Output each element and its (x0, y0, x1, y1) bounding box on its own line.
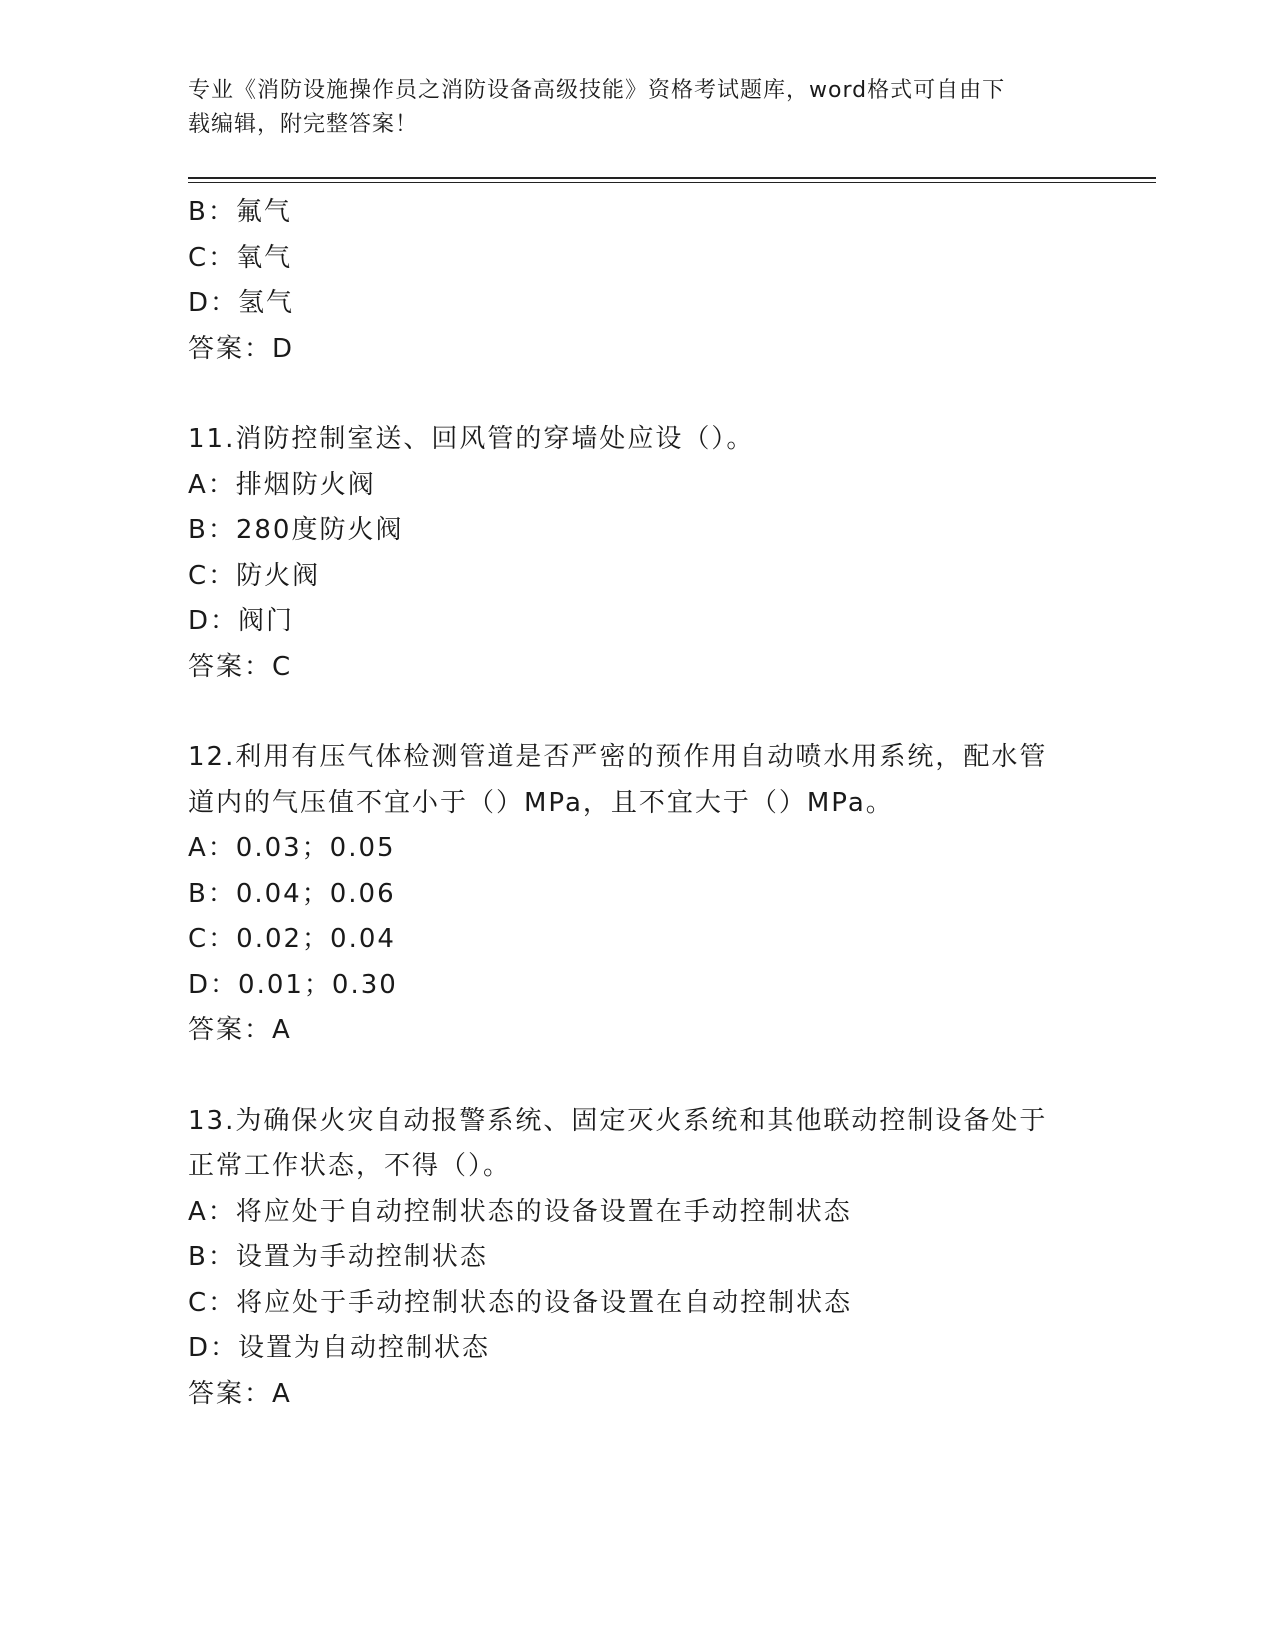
option-d: D：氢气 (188, 288, 295, 318)
question-stem-continued: 道内的气压值不宜小于（）MPa，且不宜大于（）MPa。 (188, 787, 894, 818)
question-block (188, 417, 1088, 690)
option-c: C：将应处于手动控制状态的设备设置在自动控制状态 (188, 1287, 853, 1318)
question-block (188, 1099, 1088, 1418)
option-a: A：0.03；0.05 (188, 833, 396, 863)
question-list (188, 190, 1088, 1417)
answer-line: 答案：A (188, 1378, 292, 1409)
question-stem: 13.为确保火灾自动报警系统、固定灭火系统和其他联动控制设备处于 (188, 1105, 1048, 1136)
spacer (188, 1054, 1088, 1099)
answer-line: 答案：D (188, 333, 295, 364)
option-b: B：氟气 (188, 197, 292, 227)
option-d: D：阀门 (188, 606, 295, 636)
option-a: A：排烟防火阀 (188, 469, 376, 500)
option-b: B：0.04；0.06 (188, 878, 396, 909)
header-rule-thick (188, 177, 1156, 179)
header-rule-thin (188, 182, 1156, 183)
page-header (188, 74, 1068, 142)
option-d: D：0.01；0.30 (188, 969, 398, 1000)
header-line-1: 专业《消防设施操作员之消防设备高级技能》资格考试题库，word格式可自由下 (188, 78, 1006, 103)
question-block (188, 735, 1088, 1054)
option-b: B：设置为手动控制状态 (188, 1242, 488, 1272)
question-stem: 11.消防控制室送、回风管的穿墙处应设（）。 (188, 424, 755, 454)
carryover-block (188, 190, 1088, 372)
question-stem-continued: 正常工作状态，不得（）。 (188, 1151, 512, 1181)
option-c: C：防火阀 (188, 560, 321, 591)
answer-line: 答案：A (188, 1015, 292, 1045)
question-stem: 12.利用有压气体检测管道是否严密的预作用自动喷水用系统，配水管 (188, 742, 1048, 772)
option-b: B：280度防火阀 (188, 515, 404, 545)
header-line-2: 载编辑，附完整答案！ (188, 112, 419, 137)
spacer (188, 690, 1088, 735)
option-c: C：氧气 (188, 242, 293, 273)
option-c: C：0.02；0.04 (188, 924, 396, 954)
option-a: A：将应处于自动控制状态的设备设置在手动控制状态 (188, 1196, 852, 1227)
answer-line: 答案：C (188, 651, 293, 682)
spacer (188, 372, 1088, 417)
option-d: D：设置为自动控制状态 (188, 1333, 491, 1363)
